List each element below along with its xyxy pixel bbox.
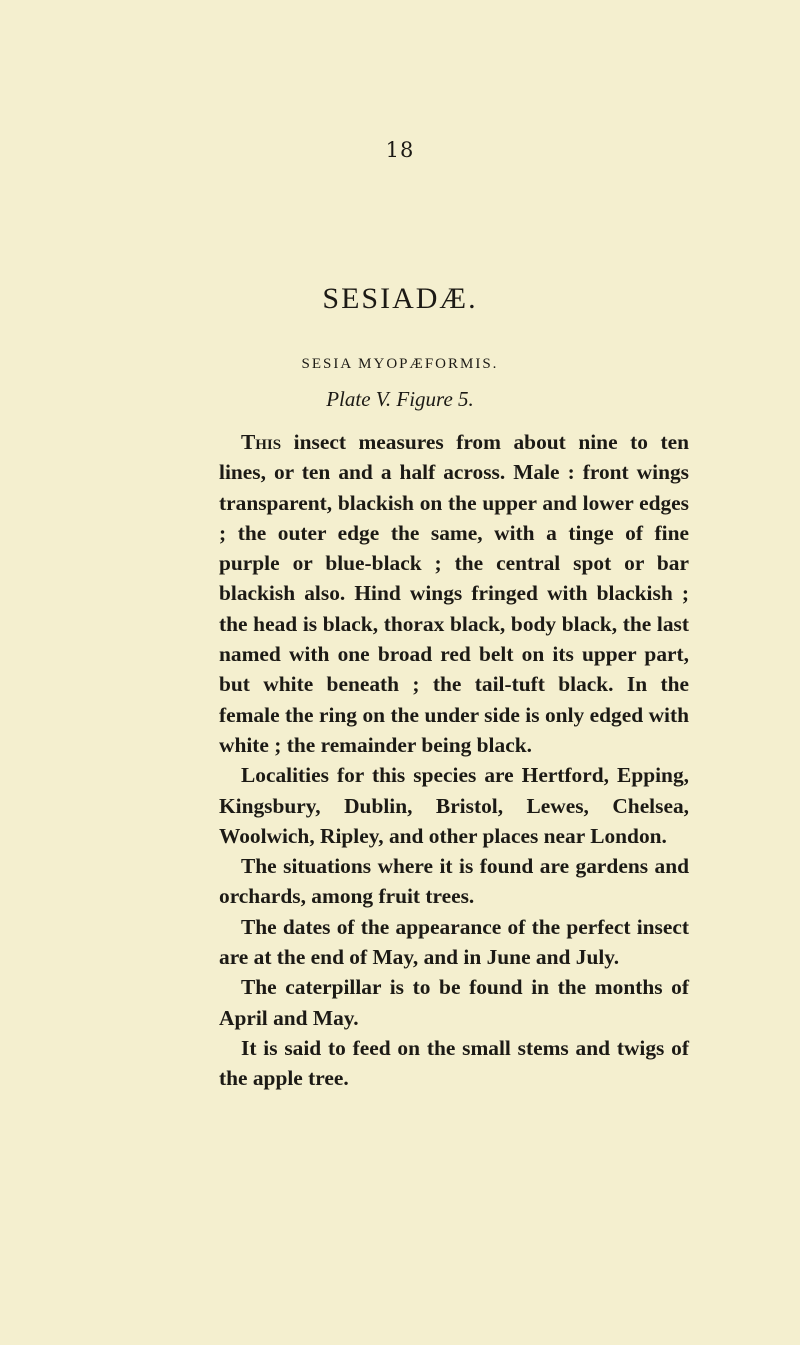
section-title: SESIADÆ. [322,282,478,315]
paragraph-caterpillar: The caterpillar is to be found in the months of April and May. [219,975,689,1030]
paragraph-food: It is said to feed on the small stems and twigs of the apple tree. [219,1035,689,1091]
paragraph-description [219,427,689,760]
body-text [219,427,689,1094]
intro-word: This [241,430,282,454]
page-number: 18 [385,138,415,162]
paragraph-text: insect measures from about nine to ten lines, or ten and a half across. Male : front wings transparent, blackish on the upper and lower edges ; the outer edge the same, with a tinge of fine purple or blue-black ; the central spot or bar blackish also. Hind wings fringed with blackish ; the head is black, thorax black, body black, the last named with one broad red belt on its upper part, but white beneath ; the tail-tuft black. In the female the ring on the under side is only edged with white ; the remainder being black. [219,430,689,757]
paragraph-localities: Localities for this species are Hertford, Epping, Kingsbury, Dublin, Bristol, Lewes, Chelsea, Woolwich, Ripley, and other places near London. [219,763,689,848]
species-heading: SESIA MYOPÆFORMIS. [301,356,499,372]
paragraph-situations: The situations where it is found are gardens and orchards, among fruit trees. [219,854,689,909]
plate-reference: Plate V. Figure 5. [326,387,474,411]
paragraph-dates: The dates of the appearance of the perfect insect are at the end of May, and in June and July. [219,914,689,970]
